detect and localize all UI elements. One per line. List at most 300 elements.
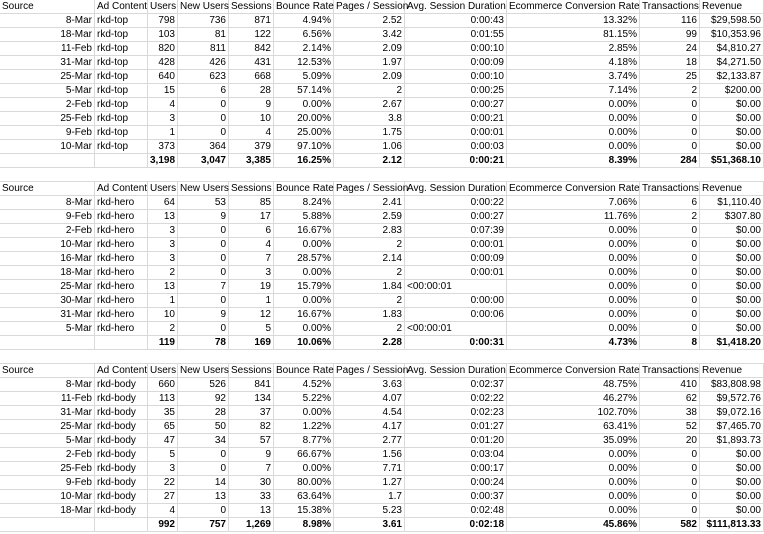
pages-session-cell: 2.41 (334, 196, 405, 209)
avg-duration-cell: 0:00:31 (453, 336, 507, 349)
bounce-rate-cell: 10.06% (274, 336, 334, 349)
transactions-cell: 0 (640, 140, 700, 153)
ad-content-cell: rkd-top (95, 56, 148, 69)
ad-content-cell: rkd-hero (95, 210, 148, 223)
conversion-rate-cell: 7.14% (507, 84, 640, 97)
avg-duration-prefix-cell (405, 462, 453, 475)
pages-session-cell: 2.83 (334, 224, 405, 237)
source-cell: 9-Feb (0, 126, 95, 139)
avg-duration-cell: 0:00:25 (453, 84, 507, 97)
source-cell: 25-Feb (0, 462, 95, 475)
conversion-rate-cell: 0.00% (507, 490, 640, 503)
avg-duration-cell: 0:01:55 (453, 28, 507, 41)
table-row (0, 196, 764, 210)
sessions-cell: 10 (229, 112, 274, 125)
pages-session-cell: 5.23 (334, 504, 405, 517)
new-users-cell: 0 (178, 224, 229, 237)
avg-duration-cell: 0:00:10 (453, 42, 507, 55)
new-users-cell: 81 (178, 28, 229, 41)
avg-duration-prefix-cell (405, 336, 453, 349)
new-users-cell: 426 (178, 56, 229, 69)
pages-session-cell: 1.56 (334, 448, 405, 461)
transactions-cell: 18 (640, 56, 700, 69)
sessions-cell: 33 (229, 490, 274, 503)
header-transactions: Transactions (642, 1, 699, 12)
pages-session-cell: 3.61 (334, 518, 405, 531)
table-row (0, 252, 764, 266)
source-cell: 25-Mar (0, 420, 95, 433)
bounce-rate-cell: 25.00% (274, 126, 334, 139)
header-ecommerce-conversion-rate: Ecommerce Conversion Rate (509, 183, 640, 194)
pages-session-cell: 7.71 (334, 462, 405, 475)
header-transactions: Transactions (642, 365, 699, 376)
users-cell: 47 (148, 434, 178, 447)
revenue-cell: $0.00 (700, 462, 764, 475)
header-revenue: Revenue (700, 182, 764, 195)
pages-session-cell: 2 (334, 266, 405, 279)
ad-content-cell: rkd-hero (95, 224, 148, 237)
transactions-cell: 38 (640, 406, 700, 419)
table-row (0, 42, 764, 56)
pages-session-cell: 2.09 (334, 42, 405, 55)
new-users-cell: 0 (178, 462, 229, 475)
bounce-rate-cell: 0.00% (274, 98, 334, 111)
avg-duration-cell: 0:00:37 (453, 490, 507, 503)
bounce-rate-cell: 0.00% (274, 294, 334, 307)
pages-session-cell: 2.28 (334, 336, 405, 349)
header-source: Source (0, 364, 95, 377)
pages-session-cell: 2.77 (334, 434, 405, 447)
conversion-rate-cell: 0.00% (507, 448, 640, 461)
header-avg-session-duration: Avg. Session Duration (407, 1, 506, 12)
revenue-cell: $1,418.20 (700, 336, 764, 349)
pages-session-cell: 4.54 (334, 406, 405, 419)
avg-duration-prefix-cell (405, 518, 453, 531)
avg-duration-prefix-cell (405, 308, 453, 321)
avg-duration-prefix-cell (405, 504, 453, 517)
new-users-cell: 364 (178, 140, 229, 153)
pages-session-cell: 2.67 (334, 98, 405, 111)
bounce-rate-cell: 5.09% (274, 70, 334, 83)
revenue-cell: $0.00 (700, 224, 764, 237)
table-row (0, 420, 764, 434)
pages-session-cell: 2 (334, 84, 405, 97)
users-cell: 113 (148, 392, 178, 405)
bounce-rate-cell: 80.00% (274, 476, 334, 489)
header-ad-content: Ad Content (97, 183, 148, 194)
avg-duration-cell (453, 280, 507, 293)
header-users: Users (150, 183, 177, 194)
avg-duration-cell: 0:01:27 (453, 420, 507, 433)
users-cell: 2 (148, 266, 178, 279)
avg-duration-prefix-cell (405, 14, 453, 27)
avg-duration-cell: 0:00:27 (453, 210, 507, 223)
conversion-rate-cell: 45.86% (507, 518, 640, 531)
avg-duration-cell: 0:00:24 (453, 476, 507, 489)
table-3-header-row (0, 364, 764, 378)
transactions-cell: 582 (640, 518, 700, 531)
sessions-cell: 9 (229, 98, 274, 111)
new-users-cell: 526 (178, 378, 229, 391)
conversion-rate-cell: 46.27% (507, 392, 640, 405)
avg-duration-cell: 0:00:06 (453, 308, 507, 321)
revenue-cell: $0.00 (700, 448, 764, 461)
users-cell: 13 (148, 280, 178, 293)
source-cell: 25-Feb (0, 112, 95, 125)
source-cell: 9-Feb (0, 210, 95, 223)
sessions-cell: 3,385 (229, 154, 274, 167)
transactions-cell: 0 (640, 490, 700, 503)
bounce-rate-cell: 6.56% (274, 28, 334, 41)
bounce-rate-cell: 15.38% (274, 504, 334, 517)
table-row (0, 280, 764, 294)
users-cell: 35 (148, 406, 178, 419)
conversion-rate-cell: 3.74% (507, 70, 640, 83)
pages-session-cell: 2 (334, 238, 405, 251)
revenue-cell: $0.00 (700, 238, 764, 251)
table-1-header-row (0, 0, 764, 14)
conversion-rate-cell: 0.00% (507, 238, 640, 251)
sessions-cell: 57 (229, 434, 274, 447)
bounce-rate-cell: 0.00% (274, 266, 334, 279)
ad-content-cell: rkd-body (95, 392, 148, 405)
ad-content-cell: rkd-hero (95, 308, 148, 321)
conversion-rate-cell: 0.00% (507, 140, 640, 153)
pages-session-cell: 2.59 (334, 210, 405, 223)
conversion-rate-cell: 0.00% (507, 462, 640, 475)
table-row (0, 14, 764, 28)
conversion-rate-cell: 102.70% (507, 406, 640, 419)
conversion-rate-cell: 0.00% (507, 98, 640, 111)
transactions-cell: 410 (640, 378, 700, 391)
bounce-rate-cell: 12.53% (274, 56, 334, 69)
transactions-cell: 0 (640, 476, 700, 489)
new-users-cell: 92 (178, 392, 229, 405)
header-users: Users (150, 365, 177, 376)
revenue-cell: $0.00 (700, 476, 764, 489)
users-cell: 820 (148, 42, 178, 55)
transactions-cell: 0 (640, 322, 700, 335)
sessions-cell: 7 (229, 252, 274, 265)
bounce-rate-cell: 15.79% (274, 280, 334, 293)
bounce-rate-cell: 28.57% (274, 252, 334, 265)
header-source: Source (0, 182, 95, 195)
revenue-cell: $0.00 (700, 490, 764, 503)
header-avg-session-duration: Avg. Session Duration (407, 365, 506, 376)
bounce-rate-cell: 57.14% (274, 84, 334, 97)
new-users-cell: 3,047 (178, 154, 229, 167)
avg-duration-prefix-cell (405, 112, 453, 125)
avg-duration-cell: 0:03:04 (453, 448, 507, 461)
ad-content-cell: rkd-top (95, 126, 148, 139)
avg-duration-prefix-cell (405, 392, 453, 405)
users-cell: 4 (148, 98, 178, 111)
avg-duration-prefix-cell (405, 266, 453, 279)
avg-duration-cell: 0:00:01 (453, 126, 507, 139)
avg-duration-prefix-cell (405, 252, 453, 265)
new-users-cell: 811 (178, 42, 229, 55)
revenue-cell: $4,271.50 (700, 56, 764, 69)
revenue-cell: $0.00 (700, 112, 764, 125)
new-users-cell: 53 (178, 196, 229, 209)
source-cell: 8-Mar (0, 378, 95, 391)
users-cell: 64 (148, 196, 178, 209)
source-cell: 8-Mar (0, 14, 95, 27)
ad-content-cell: rkd-top (95, 112, 148, 125)
avg-duration-prefix-cell (405, 224, 453, 237)
transactions-cell: 20 (640, 434, 700, 447)
table-row (0, 392, 764, 406)
avg-duration-cell: 0:02:18 (453, 518, 507, 531)
sessions-cell: 3 (229, 266, 274, 279)
new-users-cell: 34 (178, 434, 229, 447)
blank-row (0, 350, 764, 364)
avg-duration-prefix-cell (405, 210, 453, 223)
transactions-cell: 0 (640, 112, 700, 125)
table-row (0, 140, 764, 154)
conversion-rate-cell: 4.18% (507, 56, 640, 69)
avg-duration-prefix-cell (405, 490, 453, 503)
ad-content-cell: rkd-top (95, 98, 148, 111)
new-users-cell: 0 (178, 126, 229, 139)
conversion-rate-cell: 8.39% (507, 154, 640, 167)
conversion-rate-cell: 13.32% (507, 14, 640, 27)
table-2-header-row (0, 182, 764, 196)
avg-duration-cell: 0:00:22 (453, 196, 507, 209)
pages-session-cell: 3.63 (334, 378, 405, 391)
sessions-cell: 1 (229, 294, 274, 307)
revenue-cell: $4,810.27 (700, 42, 764, 55)
avg-duration-prefix-cell (405, 140, 453, 153)
pages-session-cell: 1.97 (334, 56, 405, 69)
transactions-cell: 0 (640, 308, 700, 321)
header-new-users: New Users (180, 183, 229, 194)
table-row (0, 406, 764, 420)
conversion-rate-cell: 0.00% (507, 294, 640, 307)
users-cell: 3 (148, 112, 178, 125)
avg-duration-prefix-cell (405, 42, 453, 55)
transactions-cell: 0 (640, 224, 700, 237)
ad-content-cell (95, 336, 148, 349)
ad-content-cell: rkd-top (95, 14, 148, 27)
source-cell: 5-Mar (0, 84, 95, 97)
total-row (0, 154, 764, 168)
header-pages-session: Pages / Session (336, 183, 409, 194)
avg-duration-cell: 0:00:10 (453, 70, 507, 83)
ad-content-cell (95, 518, 148, 531)
avg-duration-prefix-cell (405, 196, 453, 209)
bounce-rate-cell: 4.94% (274, 14, 334, 27)
ad-content-cell: rkd-hero (95, 322, 148, 335)
sessions-cell: 169 (229, 336, 274, 349)
users-cell: 373 (148, 140, 178, 153)
ad-content-cell: rkd-hero (95, 294, 148, 307)
source-cell: 25-Mar (0, 280, 95, 293)
source-cell: 30-Mar (0, 294, 95, 307)
transactions-cell: 0 (640, 504, 700, 517)
header-users: Users (150, 1, 177, 12)
source-cell: 18-Mar (0, 266, 95, 279)
sessions-cell: 6 (229, 224, 274, 237)
new-users-cell: 78 (178, 336, 229, 349)
ad-content-cell: rkd-top (95, 28, 148, 41)
header-pages-session: Pages / Session (336, 365, 409, 376)
ad-content-cell: rkd-body (95, 490, 148, 503)
revenue-cell: $307.80 (700, 210, 764, 223)
users-cell: 27 (148, 490, 178, 503)
users-cell: 428 (148, 56, 178, 69)
ad-content-cell: rkd-top (95, 140, 148, 153)
avg-duration-cell: 0:00:03 (453, 140, 507, 153)
new-users-cell: 0 (178, 266, 229, 279)
revenue-cell: $83,808.98 (700, 378, 764, 391)
users-cell: 1 (148, 294, 178, 307)
users-cell: 3 (148, 224, 178, 237)
revenue-cell: $0.00 (700, 280, 764, 293)
header-ad-content: Ad Content (97, 1, 148, 12)
conversion-rate-cell: 35.09% (507, 434, 640, 447)
pages-session-cell: 1.83 (334, 308, 405, 321)
pages-session-cell: 1.06 (334, 140, 405, 153)
avg-duration-cell: 0:07:39 (453, 224, 507, 237)
sessions-cell: 13 (229, 504, 274, 517)
avg-duration-cell: 0:00:17 (453, 462, 507, 475)
conversion-rate-cell: 48.75% (507, 378, 640, 391)
table-row (0, 56, 764, 70)
bounce-rate-cell: 0.00% (274, 238, 334, 251)
avg-duration-cell: 0:01:20 (453, 434, 507, 447)
total-row (0, 518, 764, 532)
sessions-cell: 871 (229, 14, 274, 27)
table-row (0, 28, 764, 42)
new-users-cell: 0 (178, 504, 229, 517)
source-cell: 10-Mar (0, 140, 95, 153)
users-cell: 992 (148, 518, 178, 531)
avg-duration-cell: 0:02:22 (453, 392, 507, 405)
source-cell: 16-Mar (0, 252, 95, 265)
sessions-cell: 4 (229, 126, 274, 139)
avg-duration-prefix-cell: <00:00:01 (407, 281, 452, 292)
bounce-rate-cell: 0.00% (274, 462, 334, 475)
source-cell: 10-Mar (0, 238, 95, 251)
users-cell: 3 (148, 238, 178, 251)
avg-duration-cell: 0:02:48 (453, 504, 507, 517)
table-row (0, 322, 764, 336)
table-row (0, 294, 764, 308)
source-cell: 2-Feb (0, 98, 95, 111)
revenue-cell: $0.00 (700, 98, 764, 111)
conversion-rate-cell: 0.00% (507, 322, 640, 335)
ad-content-cell: rkd-hero (95, 266, 148, 279)
transactions-cell: 2 (640, 84, 700, 97)
total-row (0, 336, 764, 350)
header-sessions: Sessions (229, 182, 274, 195)
table-row (0, 434, 764, 448)
avg-duration-prefix-cell (405, 434, 453, 447)
transactions-cell: 0 (640, 98, 700, 111)
source-cell: 5-Mar (0, 322, 95, 335)
new-users-cell: 0 (178, 252, 229, 265)
revenue-cell: $7,465.70 (700, 420, 764, 433)
transactions-cell: 6 (640, 196, 700, 209)
revenue-cell: $111,813.33 (700, 518, 764, 531)
header-ecommerce-conversion-rate: Ecommerce Conversion Rate (509, 365, 640, 376)
source-cell: 18-Mar (0, 28, 95, 41)
bounce-rate-cell: 8.24% (274, 196, 334, 209)
new-users-cell: 9 (178, 308, 229, 321)
header-avg-session-duration: Avg. Session Duration (407, 183, 506, 194)
avg-duration-prefix-cell (405, 238, 453, 251)
table-row (0, 448, 764, 462)
pages-session-cell: 2.12 (334, 154, 405, 167)
users-cell: 13 (148, 210, 178, 223)
sessions-cell: 841 (229, 378, 274, 391)
pages-session-cell: 1.7 (334, 490, 405, 503)
revenue-cell: $0.00 (700, 252, 764, 265)
transactions-cell: 116 (640, 14, 700, 27)
ad-content-cell: rkd-body (95, 462, 148, 475)
revenue-cell: $0.00 (700, 322, 764, 335)
avg-duration-cell: 0:00:27 (453, 98, 507, 111)
pages-session-cell: 1.75 (334, 126, 405, 139)
conversion-rate-cell: 0.00% (507, 112, 640, 125)
transactions-cell: 2 (640, 210, 700, 223)
transactions-cell: 25 (640, 70, 700, 83)
source-cell: 31-Mar (0, 308, 95, 321)
revenue-cell: $2,133.87 (700, 70, 764, 83)
header-sessions: Sessions (229, 0, 274, 13)
avg-duration-prefix-cell (405, 476, 453, 489)
revenue-cell: $0.00 (700, 140, 764, 153)
users-cell: 3 (148, 252, 178, 265)
transactions-cell: 99 (640, 28, 700, 41)
sessions-cell: 668 (229, 70, 274, 83)
source-cell: 8-Mar (0, 196, 95, 209)
avg-duration-prefix-cell (405, 28, 453, 41)
conversion-rate-cell: 63.41% (507, 420, 640, 433)
bounce-rate-cell: 2.14% (274, 42, 334, 55)
source-cell: 2-Feb (0, 448, 95, 461)
new-users-cell: 0 (178, 98, 229, 111)
source-cell (0, 336, 95, 349)
avg-duration-cell: 0:00:01 (453, 238, 507, 251)
avg-duration-cell (453, 322, 507, 335)
new-users-cell: 757 (178, 518, 229, 531)
ad-content-cell: rkd-hero (95, 252, 148, 265)
sessions-cell: 9 (229, 448, 274, 461)
bounce-rate-cell: 0.00% (274, 406, 334, 419)
conversion-rate-cell: 81.15% (507, 28, 640, 41)
sessions-cell: 17 (229, 210, 274, 223)
new-users-cell: 13 (178, 490, 229, 503)
header-revenue: Revenue (700, 0, 764, 13)
users-cell: 1 (148, 126, 178, 139)
table-row (0, 504, 764, 518)
sessions-cell: 431 (229, 56, 274, 69)
avg-duration-cell: 0:02:37 (453, 378, 507, 391)
sessions-cell: 19 (229, 280, 274, 293)
revenue-cell: $0.00 (700, 266, 764, 279)
conversion-rate-cell: 0.00% (507, 252, 640, 265)
users-cell: 10 (148, 308, 178, 321)
source-cell: 31-Mar (0, 406, 95, 419)
bounce-rate-cell: 5.22% (274, 392, 334, 405)
blank-row (0, 168, 764, 182)
users-cell: 103 (148, 28, 178, 41)
users-cell: 2 (148, 322, 178, 335)
avg-duration-cell: 0:00:21 (453, 112, 507, 125)
new-users-cell: 14 (178, 476, 229, 489)
